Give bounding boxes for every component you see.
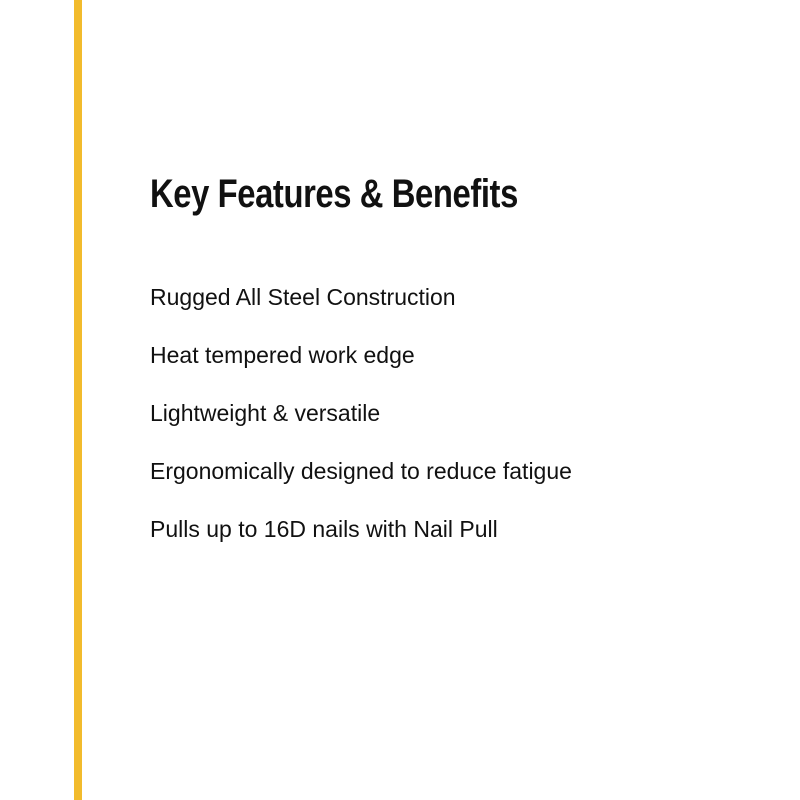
feature-list bbox=[150, 268, 572, 558]
page-title: Key Features & Benefits bbox=[150, 172, 518, 216]
feature-item: Lightweight & versatile bbox=[150, 400, 381, 426]
feature-item: Heat tempered work edge bbox=[150, 342, 415, 368]
feature-item: Rugged All Steel Construction bbox=[150, 284, 456, 310]
features-panel bbox=[150, 166, 770, 542]
accent-bar bbox=[74, 0, 82, 800]
feature-item: Ergonomically designed to reduce fatigue bbox=[150, 458, 572, 484]
feature-item: Pulls up to 16D nails with Nail Pull bbox=[150, 516, 498, 542]
